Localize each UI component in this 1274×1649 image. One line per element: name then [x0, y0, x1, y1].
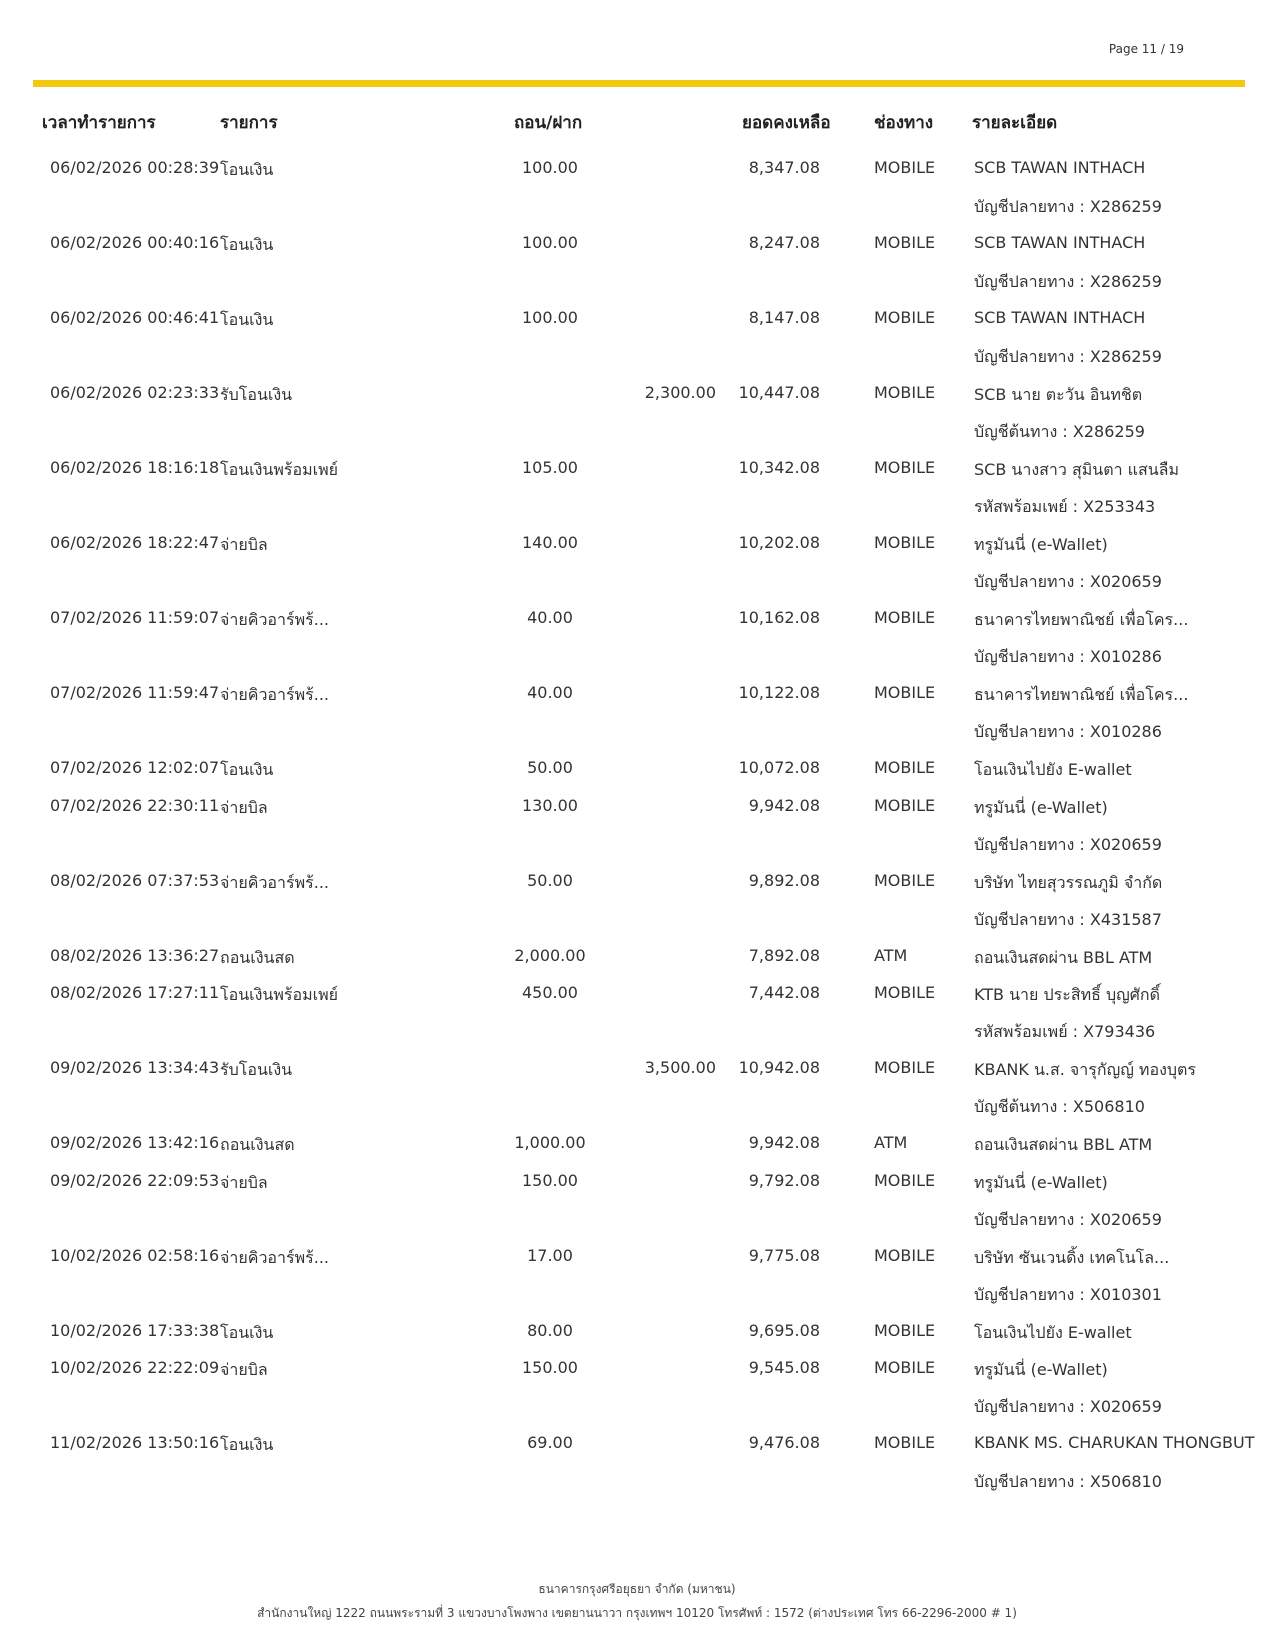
detail-secondary-cell: บัญชีต้นทาง : X286259: [974, 422, 1145, 441]
time-cell: 07/02/2026 11:59:47: [50, 683, 220, 702]
detail-primary-cell: SCB นางสาว สุมินตา แสนลืม: [974, 460, 1180, 479]
table-row: [0, 450, 1274, 525]
detail-primary-cell: ทรูมันนี่ (e-Wallet): [974, 535, 1108, 554]
footer-address: สำนักงานใหญ่ 1222 ถนนพระรามที่ 3 แขวงบางโพงพาง เขตยานนาวา กรุงเทพฯ 10120 โทรศัพท์ : 1572 (ต่างประเทศ โทร 66-2296-2000 # 1): [257, 1606, 1017, 1620]
withdraw-cell: 80.00: [527, 1320, 573, 1340]
table-row: [0, 1350, 1274, 1425]
detail-primary-cell: ธนาคารไทยพาณิชย์ เพื่อโคร...: [974, 610, 1189, 629]
withdraw-cell: 105.00: [522, 458, 578, 477]
time-cell: 09/02/2026 22:09:53: [50, 1170, 220, 1190]
detail-secondary-cell: บัญชีปลายทาง : X506810: [974, 1472, 1162, 1491]
time-cell: 06/02/2026 00:40:16: [50, 233, 220, 252]
withdraw-cell: 1,000.00: [514, 1133, 586, 1152]
table-row: [0, 600, 1274, 675]
channel-cell: MOBILE: [874, 233, 936, 252]
withdraw-cell: 50.00: [527, 758, 573, 777]
table-row: [0, 300, 1274, 375]
time-cell: 10/02/2026 17:33:38: [50, 1320, 220, 1340]
balance-cell: 9,476.08: [748, 1433, 820, 1452]
table-row: [0, 1050, 1274, 1125]
detail-primary-cell: บริษัท ซันเวนดิ้ง เทคโนโล...: [974, 1247, 1170, 1267]
table-row: [0, 938, 1274, 976]
balance-cell: 10,342.08: [738, 458, 820, 477]
description-cell: จ่ายคิวอาร์พร้...: [220, 685, 330, 704]
detail-secondary-cell: บัญชีปลายทาง : X020659: [974, 1209, 1162, 1229]
balance-cell: 9,942.08: [748, 795, 820, 815]
deposit-cell: 3,500.00: [644, 1058, 716, 1077]
balance-cell: 7,442.08: [748, 983, 820, 1002]
table-row: [0, 1425, 1274, 1500]
withdraw-cell: 100.00: [522, 158, 578, 177]
description-cell: จ่ายคิวอาร์พร้...: [220, 1247, 330, 1267]
detail-secondary-cell: บัญชีปลายทาง : X286259: [974, 347, 1162, 366]
time-cell: 10/02/2026 22:22:09: [50, 1358, 220, 1377]
time-cell: 07/02/2026 11:59:07: [50, 608, 220, 627]
detail-secondary-cell: รหัสพร้อมเพย์ : X253343: [974, 497, 1156, 516]
withdraw-cell: 50.00: [527, 870, 573, 890]
description-cell: รับโอนเงิน: [220, 385, 293, 404]
detail-primary-cell: SCB TAWAN INTHACH: [974, 308, 1146, 327]
table-row: [0, 1238, 1274, 1313]
detail-secondary-cell: บัญชีปลายทาง : X431587: [974, 909, 1162, 929]
detail-primary-cell: ถอนเงินสดผ่าน BBL ATM: [974, 947, 1153, 967]
channel-cell: MOBILE: [874, 758, 936, 777]
withdraw-cell: 40.00: [527, 608, 573, 627]
description-cell: จ่ายคิวอาร์พร้...: [220, 610, 330, 629]
detail-primary-cell: SCB TAWAN INTHACH: [974, 233, 1146, 252]
table-row: [0, 150, 1274, 225]
detail-secondary-cell: บัญชีต้นทาง : X506810: [974, 1097, 1145, 1116]
channel-cell: MOBILE: [874, 1170, 936, 1190]
description-cell: รับโอนเงิน: [220, 1060, 293, 1079]
withdraw-cell: 40.00: [527, 683, 573, 702]
detail-secondary-cell: บัญชีปลายทาง : X010301: [974, 1284, 1162, 1304]
channel-cell: MOBILE: [874, 870, 936, 890]
balance-cell: 7,892.08: [748, 945, 820, 965]
table-row: [0, 788, 1274, 863]
channel-cell: ATM: [874, 945, 908, 965]
table-row: [0, 750, 1274, 788]
channel-cell: MOBILE: [874, 1358, 936, 1377]
header-time: เวลาทำรายการ: [42, 113, 156, 133]
balance-cell: 9,892.08: [748, 870, 820, 890]
header-channel: ช่องทาง: [874, 113, 934, 133]
balance-cell: 10,122.08: [738, 683, 820, 702]
balance-cell: 9,545.08: [748, 1358, 820, 1377]
balance-cell: 10,202.08: [738, 533, 820, 552]
time-cell: 09/02/2026 13:34:43: [50, 1058, 220, 1077]
time-cell: 08/02/2026 13:36:27: [50, 945, 220, 965]
channel-cell: MOBILE: [874, 533, 936, 552]
channel-cell: MOBILE: [874, 795, 936, 815]
detail-primary-cell: KBANK MS. CHARUKAN THONGBUT: [974, 1433, 1255, 1452]
time-cell: 10/02/2026 02:58:16: [50, 1245, 220, 1265]
balance-cell: 8,147.08: [748, 308, 820, 327]
detail-secondary-cell: บัญชีปลายทาง : X286259: [974, 272, 1162, 291]
withdraw-cell: 100.00: [522, 308, 578, 327]
table-row: [0, 375, 1274, 450]
withdraw-cell: 17.00: [527, 1245, 573, 1265]
time-cell: 06/02/2026 00:46:41: [50, 308, 220, 327]
detail-secondary-cell: บัญชีปลายทาง : X010286: [974, 647, 1162, 666]
time-cell: 06/02/2026 00:28:39: [50, 158, 220, 177]
detail-primary-cell: ทรูมันนี่ (e-Wallet): [974, 1360, 1108, 1379]
balance-cell: 10,447.08: [738, 383, 820, 402]
header-description: รายการ: [220, 113, 278, 133]
description-cell: โอนเงินพร้อมเพย์: [220, 985, 339, 1004]
channel-cell: MOBILE: [874, 1058, 936, 1077]
channel-cell: MOBILE: [874, 308, 936, 327]
table-row: [0, 525, 1274, 600]
detail-primary-cell: ธนาคารไทยพาณิชย์ เพื่อโคร...: [974, 685, 1189, 704]
table-row: [0, 975, 1274, 1050]
time-cell: 06/02/2026 02:23:33: [50, 383, 220, 402]
header-details: รายละเอียด: [972, 113, 1058, 133]
channel-cell: MOBILE: [874, 1433, 936, 1452]
withdraw-cell: 150.00: [522, 1170, 578, 1190]
description-cell: จ่ายบิล: [220, 1172, 268, 1192]
transaction-table: [0, 150, 1274, 1500]
detail-primary-cell: SCB นาย ตะวัน อินทชิต: [974, 385, 1143, 404]
page-number: Page 11 / 19: [1108, 42, 1184, 56]
time-cell: 07/02/2026 12:02:07: [50, 758, 220, 777]
balance-cell: 10,072.08: [738, 758, 820, 777]
time-cell: 09/02/2026 13:42:16: [50, 1133, 220, 1152]
channel-cell: ATM: [874, 1133, 908, 1152]
withdraw-cell: 69.00: [527, 1433, 573, 1452]
detail-primary-cell: SCB TAWAN INTHACH: [974, 158, 1146, 177]
table-row: [0, 1125, 1274, 1163]
balance-cell: 9,695.08: [748, 1320, 820, 1340]
balance-cell: 10,942.08: [738, 1058, 820, 1077]
channel-cell: MOBILE: [874, 683, 936, 702]
time-cell: 08/02/2026 17:27:11: [50, 983, 220, 1002]
table-row: [0, 1313, 1274, 1351]
balance-cell: 10,162.08: [738, 608, 820, 627]
detail-secondary-cell: บัญชีปลายทาง : X286259: [974, 197, 1162, 216]
description-cell: โอนเงิน: [220, 1322, 274, 1342]
table-row: [0, 225, 1274, 300]
withdraw-cell: 2,000.00: [514, 945, 586, 965]
deposit-cell: 2,300.00: [644, 383, 716, 402]
description-cell: จ่ายบิล: [220, 535, 268, 554]
description-cell: โอนเงิน: [220, 160, 274, 179]
balance-cell: 8,247.08: [748, 233, 820, 252]
time-cell: 07/02/2026 22:30:11: [50, 795, 220, 815]
detail-secondary-cell: บัญชีปลายทาง : X020659: [974, 1397, 1162, 1416]
channel-cell: MOBILE: [874, 983, 936, 1002]
balance-cell: 9,942.08: [748, 1133, 820, 1152]
balance-cell: 9,792.08: [748, 1170, 820, 1190]
description-cell: โอนเงิน: [220, 310, 274, 329]
channel-cell: MOBILE: [874, 158, 936, 177]
time-cell: 06/02/2026 18:16:18: [50, 458, 220, 477]
detail-primary-cell: KTB นาย ประสิทธิ์ บุญศักดิ์: [974, 985, 1160, 1004]
description-cell: ถอนเงินสด: [220, 947, 295, 967]
table-row: [0, 1163, 1274, 1238]
description-cell: โอนเงิน: [220, 1435, 274, 1454]
header-amount: ถอน/ฝาก: [514, 113, 583, 133]
description-cell: โอนเงิน: [220, 760, 274, 779]
channel-cell: MOBILE: [874, 608, 936, 627]
description-cell: ถอนเงินสด: [220, 1135, 295, 1154]
description-cell: โอนเงินพร้อมเพย์: [220, 460, 339, 479]
time-cell: 08/02/2026 07:37:53: [50, 870, 220, 890]
channel-cell: MOBILE: [874, 383, 936, 402]
detail-primary-cell: ทรูมันนี่ (e-Wallet): [974, 1172, 1108, 1192]
description-cell: จ่ายบิล: [220, 797, 268, 817]
withdraw-cell: 140.00: [522, 533, 578, 552]
balance-cell: 9,775.08: [748, 1245, 820, 1265]
withdraw-cell: 450.00: [522, 983, 578, 1002]
time-cell: 06/02/2026 18:22:47: [50, 533, 220, 552]
table-row: [0, 675, 1274, 750]
detail-primary-cell: ถอนเงินสดผ่าน BBL ATM: [974, 1135, 1153, 1154]
detail-secondary-cell: บัญชีปลายทาง : X010286: [974, 722, 1162, 741]
withdraw-cell: 100.00: [522, 233, 578, 252]
description-cell: จ่ายบิล: [220, 1360, 268, 1379]
balance-cell: 8,347.08: [748, 158, 820, 177]
detail-secondary-cell: บัญชีปลายทาง : X020659: [974, 834, 1162, 854]
withdraw-cell: 150.00: [522, 1358, 578, 1377]
time-cell: 11/02/2026 13:50:16: [50, 1433, 220, 1452]
channel-cell: MOBILE: [874, 1245, 936, 1265]
detail-primary-cell: บริษัท ไทยสุวรรณภูมิ จำกัด: [974, 872, 1163, 892]
description-cell: โอนเงิน: [220, 235, 274, 254]
detail-secondary-cell: รหัสพร้อมเพย์ : X793436: [974, 1022, 1156, 1041]
footer-bank-name: ธนาคารกรุงศรีอยุธยา จำกัด (มหาชน): [538, 1582, 736, 1596]
header-balance: ยอดคงเหลือ: [742, 113, 831, 133]
table-header: [0, 105, 1274, 135]
detail-primary-cell: โอนเงินไปยัง E-wallet: [974, 1322, 1132, 1342]
description-cell: จ่ายคิวอาร์พร้...: [220, 872, 330, 892]
detail-primary-cell: KBANK น.ส. จารุกัญญ์ ทองบุตร: [974, 1060, 1197, 1079]
channel-cell: MOBILE: [874, 458, 936, 477]
withdraw-cell: 130.00: [522, 795, 578, 815]
detail-secondary-cell: บัญชีปลายทาง : X020659: [974, 572, 1162, 591]
table-row: [0, 863, 1274, 938]
channel-cell: MOBILE: [874, 1320, 936, 1340]
detail-primary-cell: โอนเงินไปยัง E-wallet: [974, 760, 1132, 779]
accent-bar: [33, 80, 1245, 87]
detail-primary-cell: ทรูมันนี่ (e-Wallet): [974, 797, 1108, 817]
